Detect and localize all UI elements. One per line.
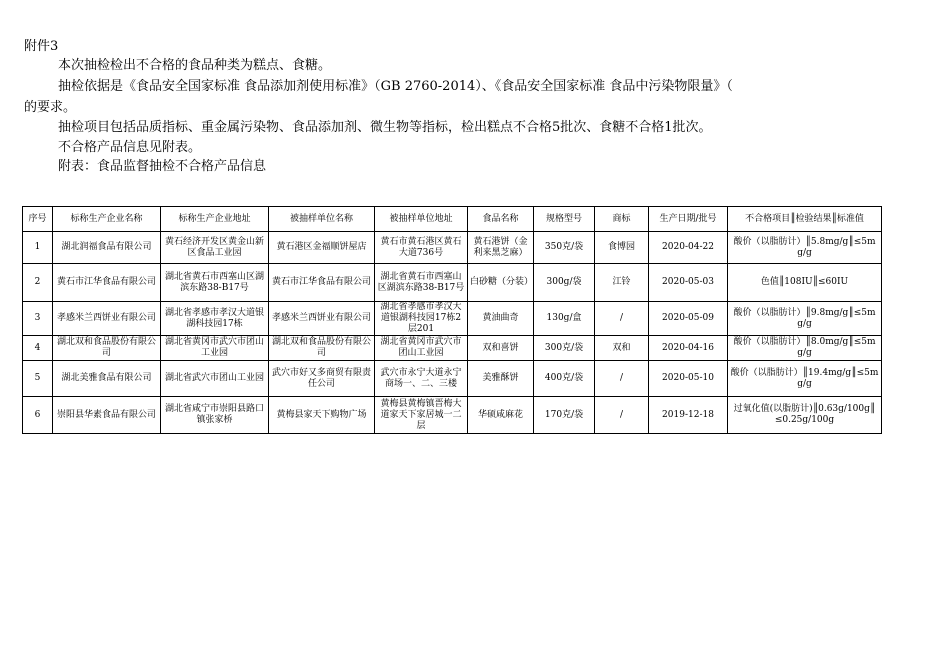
table-cell: 黄梅县黄梅镇晋梅大道家天下家居城一二层	[375, 397, 468, 434]
table-row	[23, 397, 882, 434]
header-cell: 序号	[23, 207, 53, 232]
table-row	[23, 302, 882, 336]
table-cell: 美雅酥饼	[468, 361, 534, 397]
table-cell: 双和喜饼	[468, 336, 534, 361]
table-cell: 湖北省武穴市团山工业园	[161, 361, 269, 397]
table-cell: 黄石港饼（金利来黑芝麻）	[468, 232, 534, 264]
table-cell: 湖北美雅食品有限公司	[53, 361, 161, 397]
table-cell: 1	[23, 232, 53, 264]
paragraph-categories: 本次抽检检出不合格的食品种类为糕点、食糖。	[58, 58, 332, 73]
table-cell: 130g/盒	[534, 302, 595, 336]
table-cell: 黄石经济开发区黄金山新区食品工业园	[161, 232, 269, 264]
table-cell: 白砂糖（分装）	[468, 264, 534, 302]
header-cell: 标称生产企业地址	[161, 207, 269, 232]
table-cell: 黄石市黄石港区黄石大道736号	[375, 232, 468, 264]
table-cell: 武穴市永宁大道永宁商场一、二、三楼	[375, 361, 468, 397]
paragraph-basis-line1: 抽检依据是《食品安全国家标准 食品添加剂使用标准》（GB 2760-2014）、《食品安全国家标准 食品中污染物限量》（	[58, 79, 733, 94]
table-cell: /	[595, 302, 649, 336]
table-cell: 黄石港区金福顺饼屋店	[269, 232, 375, 264]
table-cell: 崇阳县华素食品有限公司	[53, 397, 161, 434]
table-cell: 酸价（以脂肪计）║19.4mg/g║≤5mg/g	[728, 361, 882, 397]
table-cell: 5	[23, 361, 53, 397]
table-cell: 双和	[595, 336, 649, 361]
table-cell: 400克/袋	[534, 361, 595, 397]
table-cell: 孝感米兰西饼业有限公司	[53, 302, 161, 336]
table-cell: 2020-04-22	[649, 232, 728, 264]
table-cell: 黄梅县家天下购物广场	[269, 397, 375, 434]
table-row	[23, 361, 882, 397]
table-cell: 黄石市江华食品有限公司	[269, 264, 375, 302]
paragraph-items: 抽检项目包括品质指标、重金属污染物、食品添加剂、微生物等指标，检出糕点不合格5批次、食糖不合格1批次。	[58, 120, 712, 135]
table-cell: 2	[23, 264, 53, 302]
table-cell: 湖北省黄石市西塞山区湖滨东路38-B17号	[161, 264, 269, 302]
table-cell: 2019-12-18	[649, 397, 728, 434]
table-cell: 过氧化值(以脂肪计)║0.63g/100g║≤0.25g/100g	[728, 397, 882, 434]
header-cell: 被抽样单位地址	[375, 207, 468, 232]
table-cell: 300克/袋	[534, 336, 595, 361]
table-cell: /	[595, 397, 649, 434]
table-cell: 孝感米兰西饼业有限公司	[269, 302, 375, 336]
table-cell: 湖北省黄石市西塞山区湖滨东路38-B17号	[375, 264, 468, 302]
table-row	[23, 336, 882, 361]
table-cell: 江铃	[595, 264, 649, 302]
table-row	[23, 264, 882, 302]
table-cell: 4	[23, 336, 53, 361]
table-cell: 湖北省孝感市孝汉大道银湖科技园17栋	[161, 302, 269, 336]
table-cell: 2020-05-09	[649, 302, 728, 336]
table-cell: 湖北省黄冈市武穴市团山工业园	[161, 336, 269, 361]
table-cell: 色值║108IU║≤60IU	[728, 264, 882, 302]
header-cell: 生产日期/批号	[649, 207, 728, 232]
table-caption: 附表：食品监督抽检不合格产品信息	[58, 159, 267, 174]
table-cell: 酸价（以脂肪计）║5.8mg/g║≤5mg/g	[728, 232, 882, 264]
table-cell: 170克/袋	[534, 397, 595, 434]
paragraph-see-table: 不合格产品信息见附表。	[58, 140, 202, 155]
table-cell: 3	[23, 302, 53, 336]
table-cell: 350克/袋	[534, 232, 595, 264]
table-cell: 黄油曲奇	[468, 302, 534, 336]
table-cell: /	[595, 361, 649, 397]
table-cell: 华硕咸麻花	[468, 397, 534, 434]
header-cell: 不合格项目║检验结果║标准值	[728, 207, 882, 232]
table-cell: 2020-04-16	[649, 336, 728, 361]
table-cell: 湖北省咸宁市崇阳县路口镇张家桥	[161, 397, 269, 434]
table-cell: 2020-05-10	[649, 361, 728, 397]
header-cell: 规格型号	[534, 207, 595, 232]
paragraph-basis-line2: 的要求。	[24, 100, 77, 115]
table-cell: 湖北省黄冈市武穴市团山工业园	[375, 336, 468, 361]
table-cell: 酸价（以脂肪计）║9.8mg/g║≤5mg/g	[728, 302, 882, 336]
header-cell: 被抽样单位名称	[269, 207, 375, 232]
header-cell: 商标	[595, 207, 649, 232]
unqualified-products-table	[22, 206, 882, 434]
table-cell: 黄石市江华食品有限公司	[53, 264, 161, 302]
header-cell: 标称生产企业名称	[53, 207, 161, 232]
table-row	[23, 232, 882, 264]
table-cell: 食博园	[595, 232, 649, 264]
table-cell: 6	[23, 397, 53, 434]
table-cell: 2020-05-03	[649, 264, 728, 302]
table-cell: 湖北双和食品股份有限公司	[53, 336, 161, 361]
header-cell: 食品名称	[468, 207, 534, 232]
table-cell: 湖北润福食品有限公司	[53, 232, 161, 264]
table-cell: 湖北双和食品股份有限公司	[269, 336, 375, 361]
table-cell: 300g/袋	[534, 264, 595, 302]
table-cell: 湖北省孝感市孝汉大道银湖科技园17栋2层201	[375, 302, 468, 336]
annex-title: 附件3	[24, 39, 59, 54]
table-cell: 武穴市好又多商贸有限责任公司	[269, 361, 375, 397]
table-header-row	[23, 207, 882, 232]
table-cell: 酸价（以脂肪计）║8.0mg/g║≤5mg/g	[728, 336, 882, 361]
